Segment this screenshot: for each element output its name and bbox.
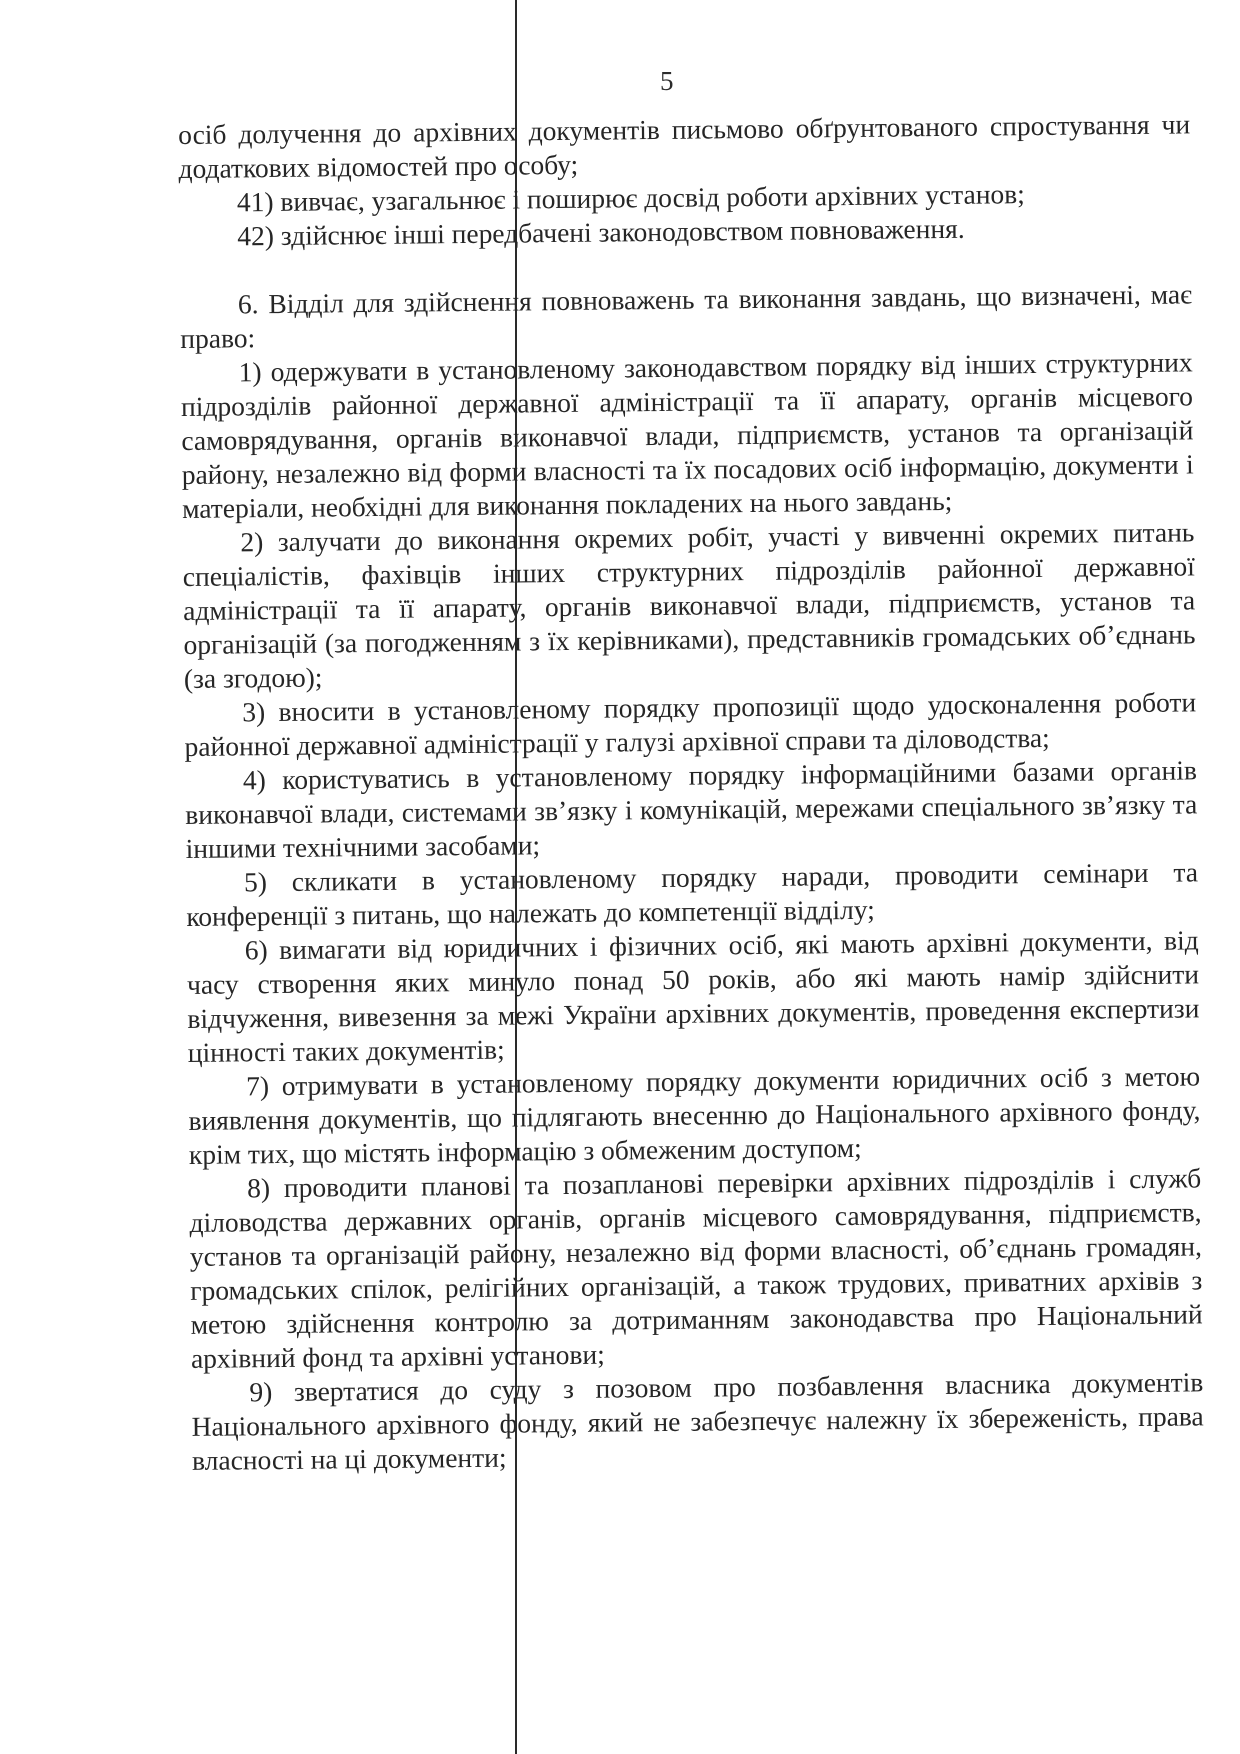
paragraph-section-6: 6. Відділ для здійснення повноважень та виконання завдань, що визначені, має право: bbox=[180, 278, 1193, 354]
paragraph-right-4: 4) користуватись в установленому порядку інформаційними базами органів виконавчої влади, системами зв’язку і комунікацій, мережами спеціального зв’язку та іншими технічними засобами; bbox=[185, 754, 1198, 864]
paragraph-item-42: 42) здійснює інші передбачені законодовством повноваження. bbox=[237, 212, 965, 252]
document-body bbox=[178, 107, 1204, 1478]
paragraph-item-41: 41) вивчає, узагальнює і поширює досвід роботи архівних установ; bbox=[236, 178, 1025, 218]
page-number: 5 bbox=[660, 66, 674, 96]
paragraph-right-6: 6) вимагати від юридичних і фізичних осіб, які мають архівні документи, від часу створення яких минуло понад 50 років, або які мають намір здійснити відчуження, вивезення за межі України архівних документів, проведення експертизи цінності таких документів; bbox=[186, 924, 1200, 1068]
paragraph-continuation: осіб долучення до архівних документів письмово обґрунтованого спростування чи додаткових відомостей про особу; bbox=[178, 108, 1191, 184]
paragraph-right-9: 9) звертатися до суду з позовом про позбавлення власника документів Національного архівного фонду, який не забезпечує належну їх збереженість, права власності на ці документи; bbox=[191, 1366, 1204, 1476]
paragraph-right-5: 5) скликати в установленому порядку наради, проводити семінари та конференції з питань, що належать до компетенції відділу; bbox=[186, 856, 1199, 932]
paragraph-right-3: 3) вносити в установленому порядку пропозиції щодо удосконалення роботи районної державної адміністрації у галузі архівної справи та діловодства; bbox=[184, 686, 1197, 762]
paragraph-right-2: 2) залучати до виконання окремих робіт, участі у вивченні окремих питань спеціалістів, фахівців інших структурних підрозділів районної державної адміністрації та її апарату, органів виконавчої влади, підприємств, установ та організацій (за погодженням з їх керівниками), представників громадських об’єднань (за згодою); bbox=[182, 516, 1196, 694]
paragraph-right-8: 8) проводити планові та позапланові перевірки архівних підрозділів і служб діловодства державних органів, органів місцевого самоврядування, підприємств, установ та організацій району, незалежно від форми власності, об’єднань громадян, громадських спілок, релігійних організацій, а також трудових, приватних архівів з метою здійснення контролю за дотриманням законодавства про Національний архівний фонд та архівні установи; bbox=[189, 1162, 1203, 1374]
paragraph-right-7: 7) отримувати в установленому порядку документи юридичних осіб з метою виявлення документів, що підлягають внесенню до Національного архівного фонду, крім тих, що містять інформацію з обмеженим доступом; bbox=[188, 1060, 1201, 1170]
paragraph-right-1: 1) одержувати в установленому законодавством порядку від інших структурних підрозділів районної державної адміністрації та її апарату, органів місцевого самоврядування, органів виконавчої влади, підприємств, установ та організацій району, незалежно від форми власності та їх посадових осіб інформацію, документи і матеріали, необхідні для виконання покладених на нього завдань; bbox=[180, 346, 1194, 524]
